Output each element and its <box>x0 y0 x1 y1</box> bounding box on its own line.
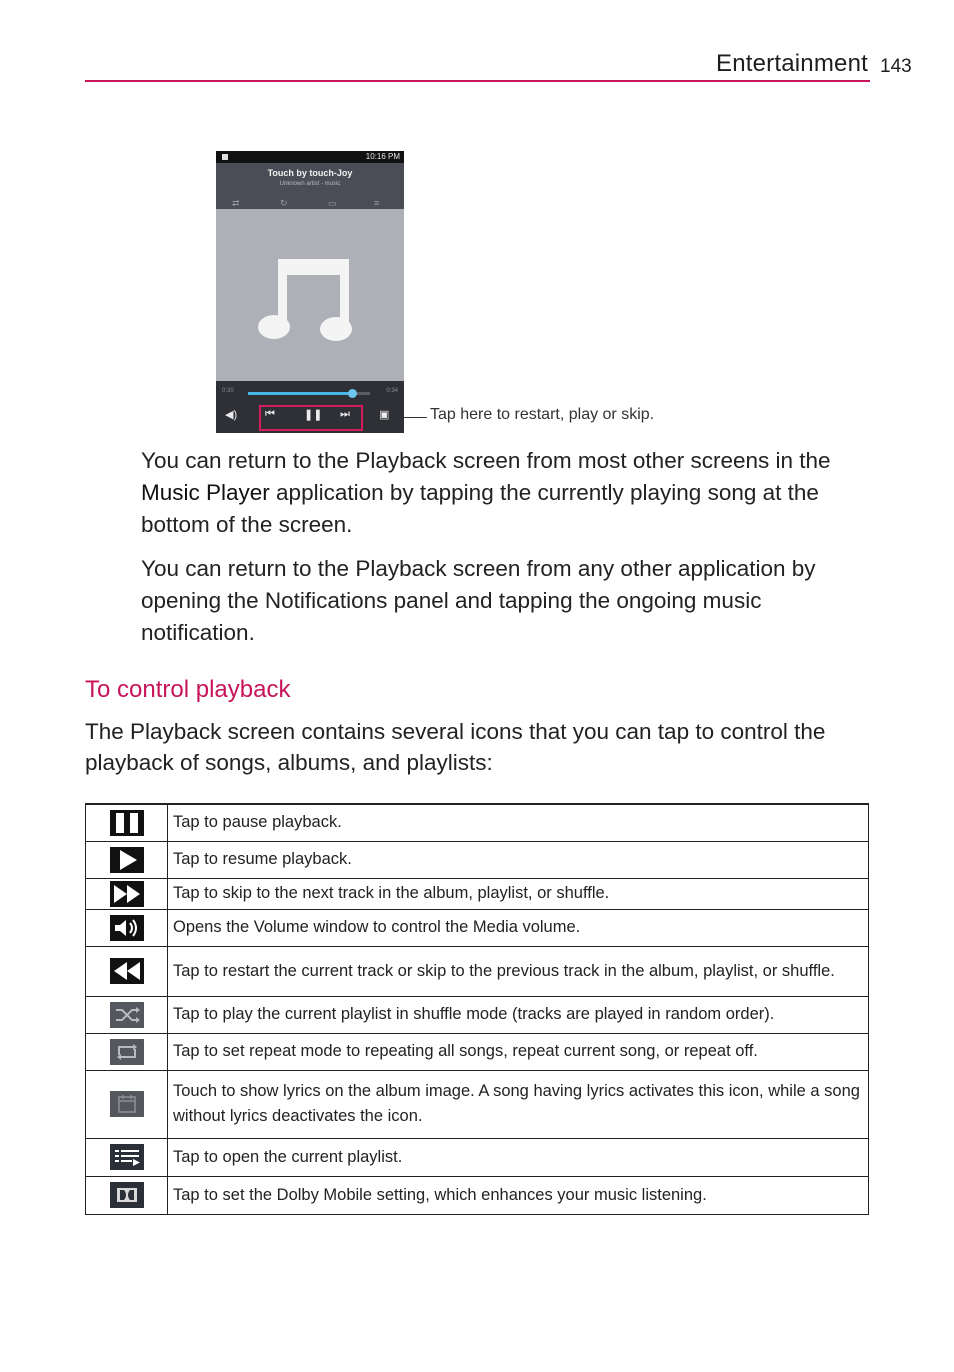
album-art <box>216 209 404 381</box>
pause-icon <box>110 810 144 836</box>
play-icon <box>110 847 144 873</box>
callout-leader-line <box>404 417 427 418</box>
icon-cell <box>86 804 168 841</box>
progress-fill <box>248 392 352 395</box>
fast-forward-icon: ⏭ <box>340 408 350 420</box>
icon-cell <box>86 946 168 996</box>
section-heading: To control playback <box>85 676 291 703</box>
table-row <box>86 1176 869 1214</box>
description-cell: Tap to pause playback. <box>168 804 869 841</box>
notification-icon <box>222 154 228 160</box>
progress-knob <box>348 389 357 398</box>
song-subtitle: Unknown artist - music <box>279 181 341 187</box>
icon-cell <box>86 996 168 1033</box>
table-row <box>86 1138 869 1176</box>
header-divider <box>85 80 870 82</box>
paragraph-return-from-apps: You can return to the Playback screen from any other application by opening the Notifications panel and tapping the ongoing music notification. <box>141 556 816 645</box>
music-note-icon <box>216 209 404 381</box>
icon-cell <box>86 1070 168 1138</box>
rewind-icon: ⏮ <box>265 408 275 420</box>
status-bar <box>216 151 404 163</box>
repeat-icon: ↻ <box>280 198 288 208</box>
controls-highlight-box <box>259 405 363 431</box>
table-row <box>86 996 869 1033</box>
lyrics-icon <box>110 1091 144 1117</box>
volume-icon <box>110 915 144 941</box>
pause-icon: ❚❚ <box>304 409 323 421</box>
playback-icons-table <box>85 803 869 1215</box>
dolby-icon: ▣ <box>379 409 390 421</box>
description-cell: Tap to set the Dolby Mobile setting, which enhances your music listening. <box>168 1176 869 1214</box>
description-cell: Tap to set repeat mode to repeating all songs, repeat current song, or repeat off. <box>168 1033 869 1070</box>
shuffle-icon: ⇄ <box>232 198 240 208</box>
paragraph-text: You can return to the Playback screen from most other screens in the <box>141 448 831 473</box>
description-cell: Tap to restart the current track or skip to the previous track in the album, playlist, or shuffle. <box>168 946 869 996</box>
description-cell: Touch to show lyrics on the album image. A song having lyrics activates this icon, while a song without lyrics deactivates the icon. <box>168 1070 869 1138</box>
description-cell: Tap to open the current playlist. <box>168 1138 869 1176</box>
icon-cell <box>86 841 168 878</box>
description-cell: Opens the Volume window to control the Media volume. <box>168 909 869 946</box>
icon-cell <box>86 1176 168 1214</box>
table-row <box>86 909 869 946</box>
playlist-icon <box>110 1144 144 1170</box>
progress-bar <box>248 392 370 395</box>
paragraph-return-from-screens <box>141 445 866 541</box>
section-intro: The Playback screen contains several icons that you can tap to control the playback of songs, albums, and playlists: <box>85 719 826 775</box>
dolby-icon <box>110 1182 144 1208</box>
playback-screen-figure <box>216 151 404 433</box>
table-row <box>86 1033 869 1070</box>
table-row <box>86 841 869 878</box>
table-row <box>86 1070 869 1138</box>
figure-callout: Tap here to restart, play or skip. <box>430 406 655 423</box>
volume-icon: ◀) <box>225 409 238 421</box>
description-cell: Tap to skip to the next track in the album, playlist, or shuffle. <box>168 878 869 909</box>
icon-cell <box>86 878 168 909</box>
section-title-header: Entertainment <box>715 50 868 77</box>
repeat-icon <box>110 1039 144 1065</box>
lyrics-icon: ▭ <box>328 198 337 208</box>
playlist-icon: ≡ <box>374 198 380 208</box>
table-row <box>86 946 869 996</box>
table-row <box>86 878 869 909</box>
status-time: 10:16 PM <box>365 152 400 161</box>
remaining-time: 0:34 <box>386 388 398 394</box>
shuffle-icon <box>110 1002 144 1028</box>
description-cell: Tap to resume playback. <box>168 841 869 878</box>
icon-cell <box>86 1033 168 1070</box>
paragraph-text: application by tapping the currently playing song at the bottom of the screen. <box>141 480 819 537</box>
icon-cell <box>86 909 168 946</box>
page-number: 143 <box>880 56 912 77</box>
term-music-player: Music Player <box>141 480 270 505</box>
description-cell: Tap to play the current playlist in shuffle mode (tracks are played in random order). <box>168 996 869 1033</box>
song-title: Touch by touch-Joy <box>267 168 353 178</box>
table-row <box>86 804 869 841</box>
rewind-icon <box>110 958 144 984</box>
elapsed-time: 0:30 <box>222 388 234 394</box>
fast-forward-icon <box>110 881 144 907</box>
icon-cell <box>86 1138 168 1176</box>
